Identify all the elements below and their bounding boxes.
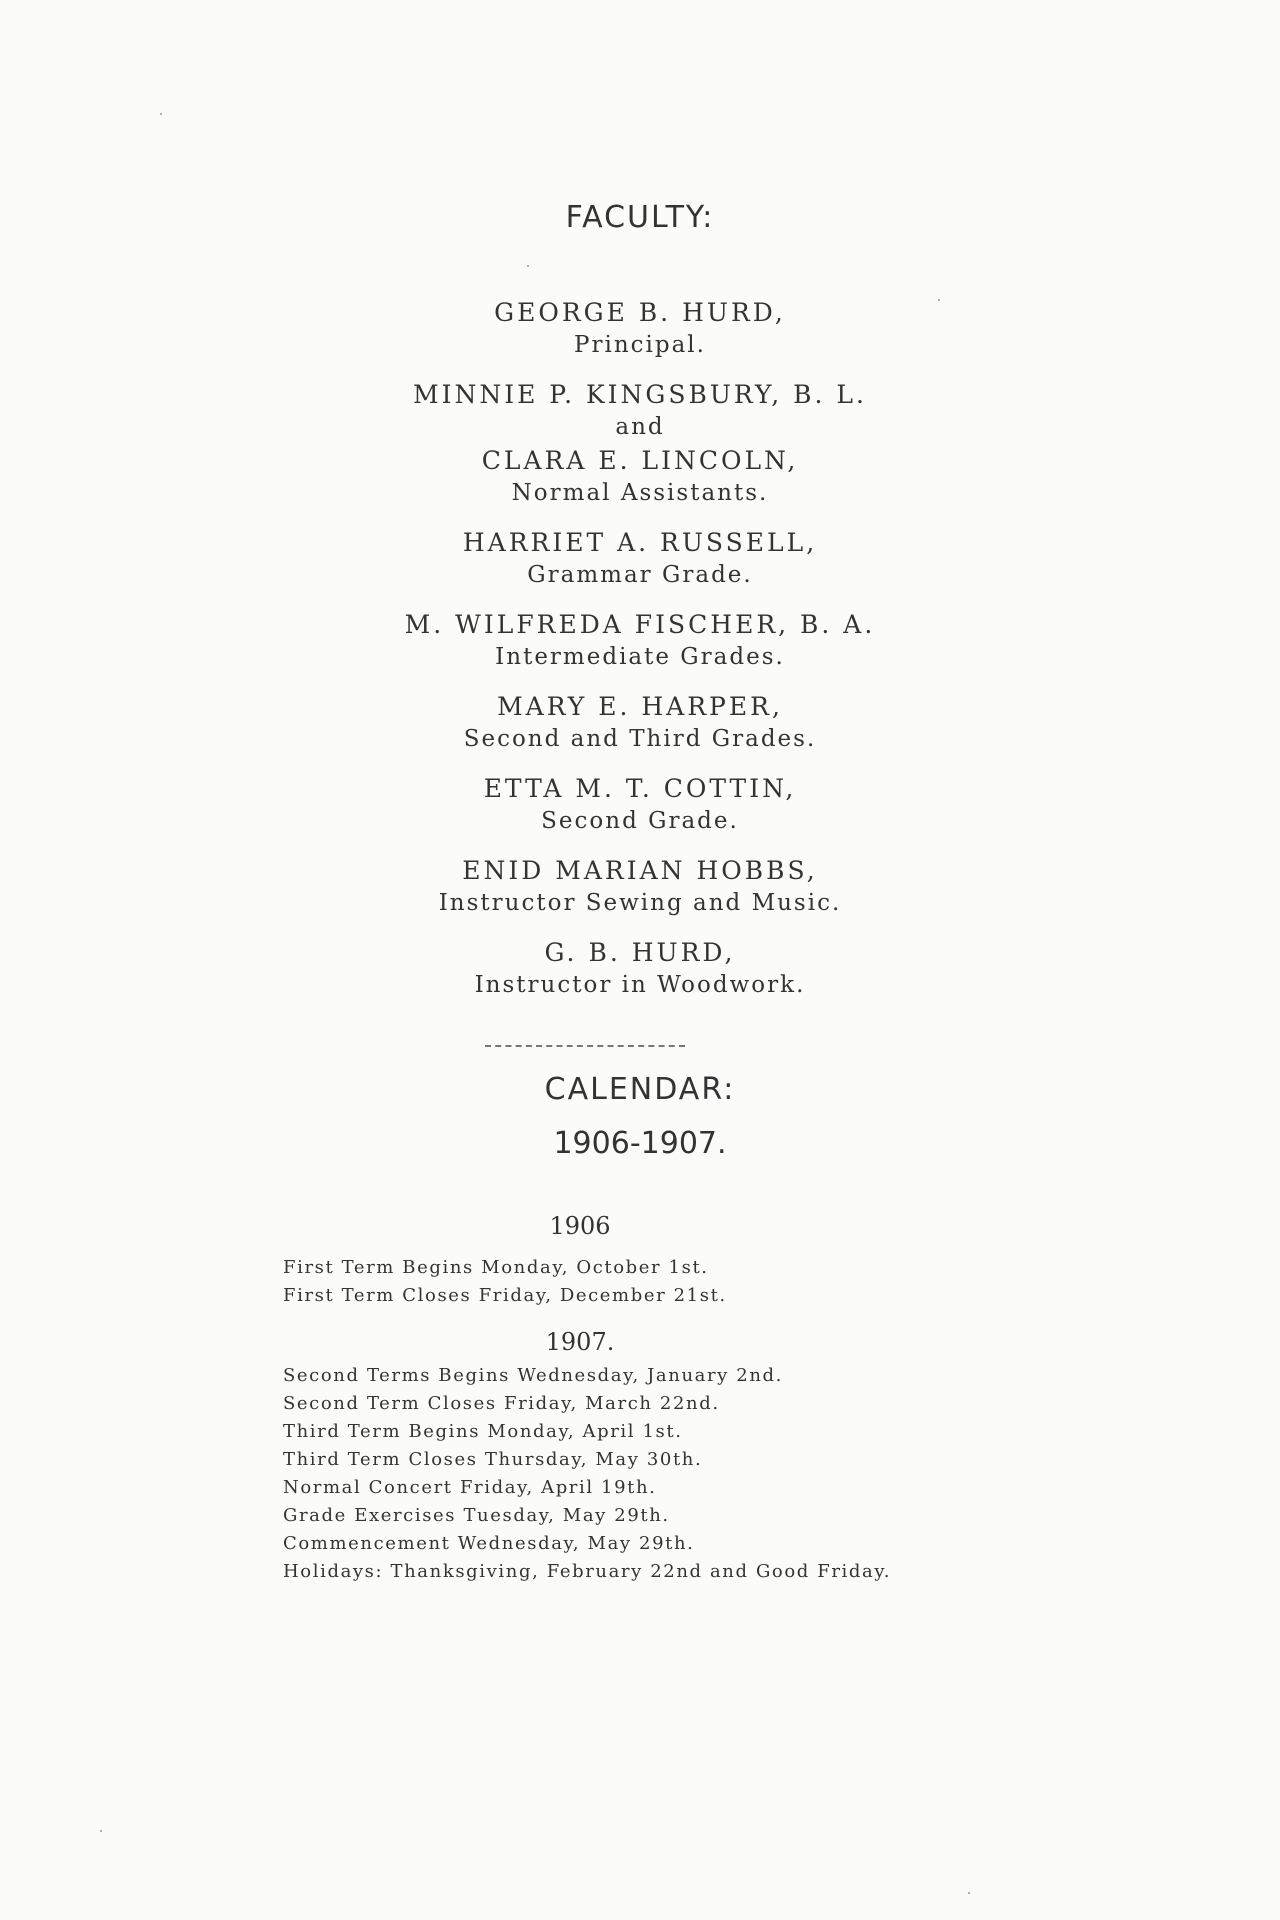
schedule-1906 (283, 1254, 727, 1310)
faculty-entry (0, 690, 1280, 754)
faculty-entry (0, 936, 1280, 1000)
faculty-entry (0, 772, 1280, 836)
faculty-heading: FACULTY: (565, 200, 715, 235)
faculty-entry (0, 526, 1280, 590)
faculty-role: Normal Assistants. (511, 480, 769, 506)
faculty-name: CLARA E. LINCOLN, (481, 446, 799, 475)
schedule-item: Holidays: Thanksgiving, February 22nd and Good Friday. (283, 1561, 892, 1582)
calendar-heading: CALENDAR: (544, 1072, 736, 1107)
schedule-item: Grade Exercises Tuesday, May 29th. (283, 1505, 670, 1526)
faculty-entry (0, 608, 1280, 672)
faculty-role: Instructor in Woodwork. (474, 972, 806, 998)
faculty-name: HARRIET A. RUSSELL, (462, 528, 818, 557)
faculty-role: Second and Third Grades. (463, 726, 817, 752)
faculty-role: Grammar Grade. (527, 562, 753, 588)
paper-speck (968, 1892, 970, 1894)
faculty-entry (0, 854, 1280, 918)
faculty-role: Principal. (574, 332, 706, 358)
schedule-item: Third Term Closes Thursday, May 30th. (283, 1449, 703, 1470)
schedule-item: Third Term Begins Monday, April 1st. (283, 1421, 683, 1442)
paper-speck (160, 113, 162, 115)
year-label-1906: 1906 (549, 1212, 611, 1240)
faculty-entry (0, 296, 1280, 360)
schedule-1907 (283, 1362, 891, 1586)
faculty-role: Second Grade. (541, 808, 739, 834)
schedule-item: Commencement Wednesday, May 29th. (283, 1533, 695, 1554)
faculty-name: MARY E. HARPER, (497, 692, 783, 721)
faculty-list (0, 296, 1280, 1018)
faculty-name: ETTA M. T. COTTIN, (483, 774, 797, 803)
schedule-item: Second Terms Begins Wednesday, January 2nd. (283, 1365, 783, 1386)
faculty-role: Intermediate Grades. (495, 644, 785, 670)
faculty-name: MINNIE P. KINGSBURY, B. L. (413, 380, 867, 409)
year-label-1907: 1907. (545, 1328, 615, 1356)
faculty-name: G. B. HURD, (544, 938, 736, 967)
paper-speck (938, 299, 940, 301)
schedule-item: First Term Closes Friday, December 21st. (283, 1285, 727, 1306)
schedule-item: Second Term Closes Friday, March 22nd. (283, 1393, 720, 1414)
schedule-item: Normal Concert Friday, April 19th. (283, 1477, 657, 1498)
calendar-years: 1906-1907. (553, 1126, 727, 1161)
faculty-name: M. WILFREDA FISCHER, B. A. (404, 610, 876, 639)
schedule-item: First Term Begins Monday, October 1st. (283, 1257, 709, 1278)
paper-speck (100, 1830, 102, 1832)
paper-speck (527, 265, 529, 267)
faculty-entry (0, 378, 1280, 442)
faculty-role: Instructor Sewing and Music. (438, 890, 842, 916)
faculty-name: GEORGE B. HURD, (494, 298, 786, 327)
faculty-entry (0, 444, 1280, 508)
section-divider (485, 1045, 685, 1047)
faculty-name: ENID MARIAN HOBBS, (462, 856, 818, 885)
faculty-role: and (615, 414, 665, 440)
